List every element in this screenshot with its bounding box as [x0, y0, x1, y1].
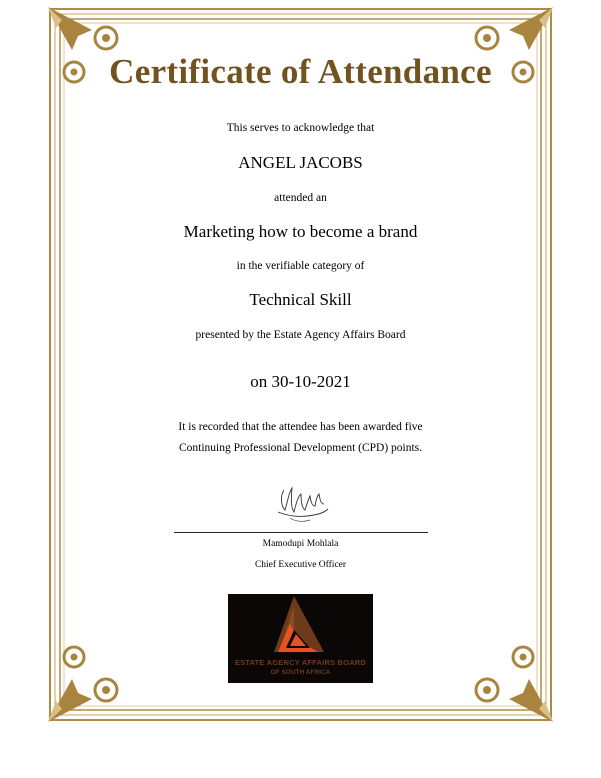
- logo-text-line-2: OF SOUTH AFRICA: [270, 669, 331, 676]
- eaab-logo: [228, 594, 373, 683]
- presenter-text: presented by the Estate Agency Affairs Board: [195, 329, 406, 341]
- signatory-title: Chief Executive Officer: [254, 560, 347, 570]
- certificate-title: Certificate of Attendance: [109, 52, 492, 91]
- award-text-line-2: Continuing Professional Development (CPD) points.: [178, 442, 423, 454]
- logo-text-line-1: ESTATE AGENCY AFFAIRS BOARD: [234, 658, 367, 667]
- signature: [270, 482, 332, 526]
- award-text-line-1: It is recorded that the attendee has been awarded five: [178, 421, 423, 433]
- event-name: Marketing how to become a brand: [183, 222, 418, 241]
- category-label: in the verifiable category of: [236, 260, 365, 272]
- acknowledge-text: This serves to acknowledge that: [226, 122, 375, 134]
- signatory-name: Mamodupi Mohlala: [262, 539, 339, 549]
- attended-text: attended an: [274, 192, 327, 204]
- attendee-name: ANGEL JACOBS: [238, 153, 363, 172]
- event-date: on 30-10-2021: [250, 372, 351, 391]
- category-value: Technical Skill: [249, 290, 352, 309]
- signature-line: [174, 532, 428, 533]
